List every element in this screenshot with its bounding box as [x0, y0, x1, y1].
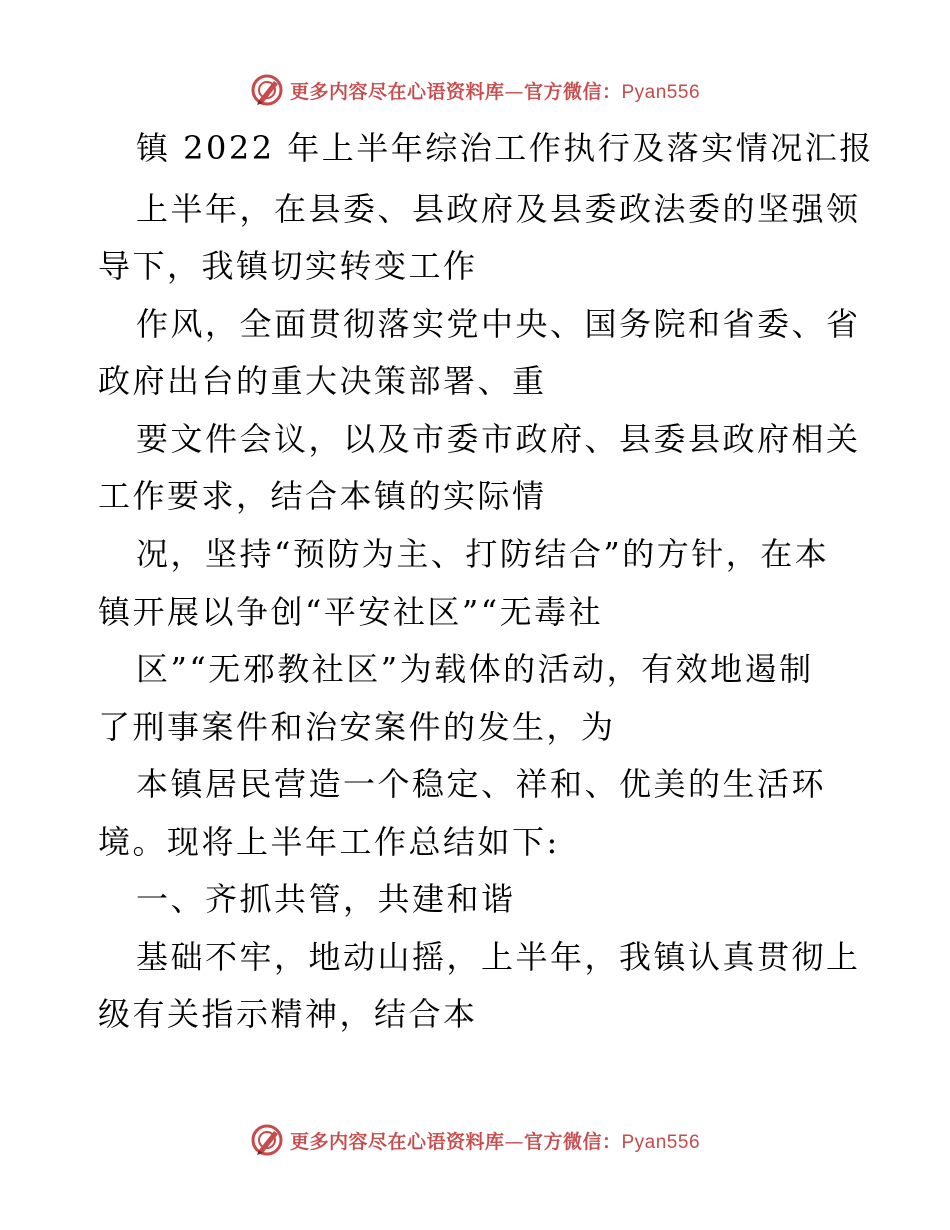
paragraph-line: 要文件会议，以及市委市政府、县委县政府相关	[136, 420, 861, 458]
footer-watermark	[0, 1120, 950, 1160]
watermark-account: Pyan556	[621, 81, 701, 103]
paragraph-line: 本镇居民营造一个稳定、祥和、优美的生活环	[136, 765, 827, 803]
paragraph-line: 了刑事案件和治安案件的发生，为	[98, 708, 616, 746]
watermark-dash: —	[504, 1130, 524, 1153]
paragraph-line: 上半年，在县委、县政府及县委政法委的坚强领	[136, 190, 861, 228]
paragraph-line: 工作要求，结合本镇的实际情	[98, 477, 547, 515]
watermark-dash: —	[504, 80, 524, 103]
paragraph-line: 作风，全面贯彻落实党中央、国务院和省委、省	[136, 305, 861, 343]
watermark-text	[290, 1127, 700, 1154]
pen-logo-icon	[250, 1123, 284, 1157]
paragraph-line: 况，坚持“预防为主、打防结合”的方针，在本	[136, 535, 830, 573]
watermark-main: 更多内容尽在心语资料库	[289, 1130, 505, 1153]
paragraph-line: 区”“无邪教社区”为载体的活动，有效地遏制	[136, 650, 814, 688]
section-heading: 一、齐抓共管，共建和谐	[136, 880, 516, 918]
document-title: 镇 2022 年上半年综治工作执行及落实情况汇报	[136, 129, 874, 167]
paragraph-line: 境。现将上半年工作总结如下:	[98, 823, 560, 861]
paragraph-line: 级有关指示精神，结合本	[98, 995, 478, 1033]
pen-logo-icon	[250, 73, 284, 107]
paragraph-line: 政府出台的重大决策部署、重	[98, 362, 547, 400]
watermark-text	[290, 77, 700, 104]
watermark-official: 官方微信：	[523, 80, 622, 103]
paragraph-line: 镇开展以争创“平安社区”“无毒社	[98, 593, 604, 631]
paragraph-line: 基础不牢，地动山摇，上半年，我镇认真贯彻上	[136, 938, 861, 976]
watermark-main: 更多内容尽在心语资料库	[289, 80, 505, 103]
paragraph-line: 导下，我镇切实转变工作	[98, 247, 478, 285]
watermark-official: 官方微信：	[523, 1130, 622, 1153]
header-watermark	[0, 70, 950, 110]
watermark-account: Pyan556	[621, 1131, 701, 1153]
